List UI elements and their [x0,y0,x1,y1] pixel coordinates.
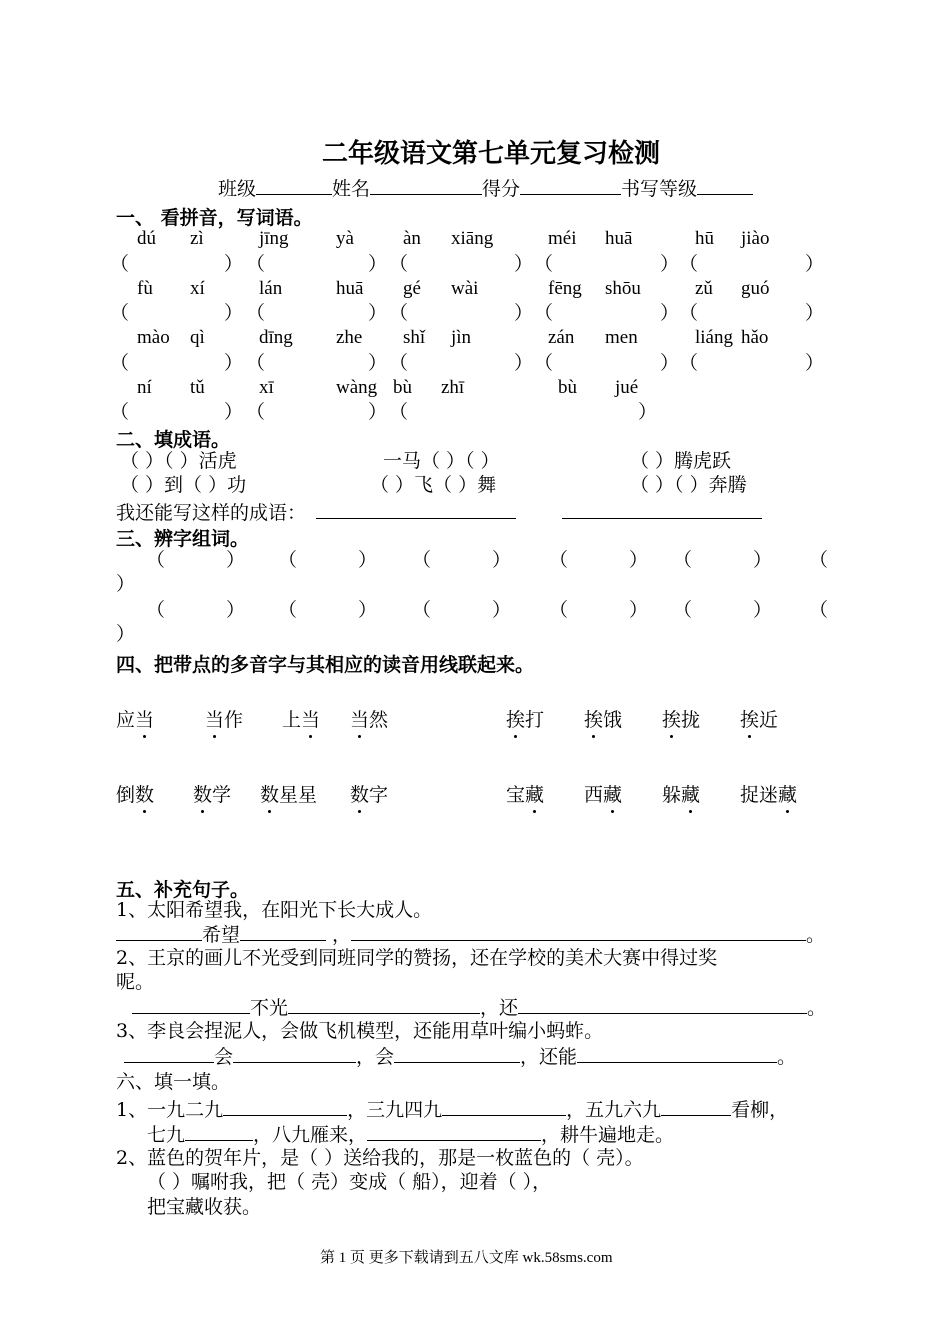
word-part: 宝 [506,784,526,806]
pinyin-syllable: wài [451,278,479,299]
pinyin-syllable: zì [190,228,204,249]
bracket-close[interactable]: ） [514,352,534,374]
dotted-char: 数 [350,784,370,806]
bracket-close[interactable]: ） [660,253,680,275]
sentence-prompt: 2、王京的画儿不光受到同班同学的赞扬，还在学校的美术大赛中得过奖 [116,947,718,969]
pinyin-syllable: bù [558,377,577,398]
pinyin-syllable: yà [336,228,354,249]
word-part: 捉迷 [740,784,779,806]
idiom-item[interactable]: （ ）到（ ）功 [120,474,247,496]
bracket-open[interactable]: （ [549,599,569,621]
bracket-close[interactable]: ） [116,573,136,595]
word-part: 学 [212,784,232,806]
section-3-heading: 三、辨字组词。 [116,528,250,550]
bracket-open[interactable]: （ [673,549,693,571]
polyphone-word[interactable] [282,708,320,732]
bracket-close[interactable]: ） [753,599,773,621]
dotted-char: 挨 [740,709,760,731]
page-title: 二年级语文第七单元复习检测 [322,139,661,169]
fill-sentence: 2、蓝色的贺年片，是（ ）送给我的，那是一枚蓝色的（ 壳）。 [116,1147,644,1169]
dotted-char: 当 [135,709,155,731]
proverb-text: 看柳， [731,1099,789,1121]
extra-idioms-prompt [116,500,762,525]
answer-blank[interactable] [518,995,807,1014]
polyphone-word[interactable] [662,783,700,807]
bracket-open[interactable]: （ [679,302,699,324]
pinyin-syllable: men [605,327,638,348]
proverb-blank[interactable] [661,1097,731,1116]
pinyin-syllable: lán [259,278,283,299]
word-part: 拢 [681,709,701,731]
bracket-open[interactable]: （ [278,549,298,571]
writing-grade-blank[interactable] [697,176,753,195]
answer-blank[interactable] [351,922,806,941]
bracket-close[interactable]: ） [226,549,246,571]
bracket-close[interactable]: ） [753,549,773,571]
bracket-close[interactable]: ） [492,599,512,621]
polyphone-word[interactable] [506,708,544,732]
bracket-open[interactable]: （ [389,352,409,374]
pinyin-syllable: guó [741,278,770,299]
bracket-open[interactable]: （ [110,253,130,275]
fill-sentence: （ ）嘱咐我，把（ 壳）变成（ 船），迎着（ ）， [147,1171,552,1193]
proverb-blank[interactable] [185,1122,253,1141]
pinyin-syllable: dīng [259,327,293,348]
bracket-open[interactable]: （ [534,302,554,324]
bracket-close[interactable]: ） [358,599,378,621]
idiom-item[interactable]: （ ）（ ）活虎 [120,450,237,472]
pinyin-syllable: xī [259,377,274,398]
pinyin-syllable: qì [190,327,205,348]
bracket-open[interactable]: （ [412,549,432,571]
dotted-char: 当 [301,709,321,731]
dotted-char: 数 [135,784,155,806]
dotted-char: 数 [193,784,213,806]
score-label: 得分 [482,178,521,200]
pinyin-syllable: zhī [441,377,465,398]
pinyin-syllable: jìn [451,327,472,348]
polyphone-word[interactable] [116,708,154,732]
section-2-heading: 二、填成语。 [116,429,231,451]
section-4-heading: 四、把带点的多音字与其相应的读音用线联起来。 [116,654,535,676]
bracket-close[interactable]: ） [358,549,378,571]
pinyin-syllable: jué [615,377,639,398]
word-part: 近 [759,709,779,731]
page-footer: 第 1 页 更多下载请到五八文库 wk.58sms.com [320,1250,613,1266]
bracket-open[interactable]: （ [534,352,554,374]
pinyin-syllable: àn [403,228,421,249]
dotted-char: 当 [205,709,225,731]
answer-word: 会 [214,1046,234,1068]
proverb-text: ，八九雁来， [253,1124,368,1146]
word-part: 上 [282,709,302,731]
pinyin-syllable: zán [548,327,575,348]
pinyin-syllable: huā [605,228,633,249]
answer-punct: 。 [777,1046,797,1068]
proverb-text: ，耕牛遍地走。 [541,1124,675,1146]
polyphone-word[interactable] [350,708,388,732]
bracket-close[interactable]: ） [514,302,534,324]
bracket-close[interactable]: ） [629,549,649,571]
pinyin-syllable: gé [403,278,421,299]
extra-idiom-blank[interactable] [316,500,516,519]
polyphone-word[interactable] [740,708,778,732]
pinyin-syllable: huā [336,278,364,299]
answer-punct: 。 [807,997,827,1019]
bracket-close[interactable]: ） [805,302,825,324]
bracket-open[interactable]: （ [246,352,266,374]
bracket-open[interactable]: （ [146,599,166,621]
pinyin-syllable: ní [137,377,152,398]
bracket-open[interactable]: （ [412,599,432,621]
extra-idiom-blank[interactable] [562,500,762,519]
bracket-open[interactable]: （ [679,352,699,374]
bracket-close[interactable]: ） [805,253,825,275]
bracket-close[interactable]: ） [638,401,658,423]
polyphone-word[interactable] [584,783,622,807]
section-5-heading: 五、补充句子。 [116,879,250,901]
header-fields [218,176,753,201]
bracket-open[interactable]: （ [246,302,266,324]
sentence-answer-line [116,922,825,947]
pinyin-syllable: dú [137,228,156,249]
answer-word: ，还 [480,997,519,1019]
bracket-open[interactable]: （ [389,302,409,324]
dotted-char: 挨 [584,709,604,731]
answer-punct: 。 [806,924,826,946]
dotted-char: 挨 [506,709,526,731]
idiom-item[interactable]: （ ）腾虎跃 [630,450,732,472]
bracket-close[interactable]: ） [368,352,388,374]
word-part: 作 [224,709,244,731]
proverb-blank[interactable] [442,1097,566,1116]
answer-word: ， [332,924,352,946]
bracket-open[interactable]: （ [110,401,130,423]
bracket-close[interactable]: ） [629,599,649,621]
polyphone-word[interactable] [205,708,243,732]
polyphone-word[interactable] [193,783,231,807]
word-part: 躲 [662,784,682,806]
bracket-close[interactable]: ） [492,549,512,571]
polyphone-word[interactable] [740,783,797,807]
bracket-close[interactable]: ） [116,623,136,645]
sentence-prompt-cont: 呢。 [116,971,155,993]
answer-blank[interactable] [288,995,480,1014]
extra-idioms-label: 我还能写这样的成语： [116,502,307,524]
answer-word: 不光 [250,997,289,1019]
pinyin-syllable: xiāng [451,228,494,249]
pinyin-syllable: shōu [605,278,641,299]
answer-word: ，会 [356,1046,395,1068]
word-part: 然 [369,709,389,731]
bracket-open[interactable]: （ [389,401,409,423]
bracket-open[interactable]: （ [809,599,829,621]
pinyin-syllable: hǎo [741,327,769,348]
word-part: 打 [525,709,545,731]
word-part: 饿 [603,709,623,731]
bracket-open[interactable]: （ [246,253,266,275]
dotted-char: 藏 [778,784,798,806]
polyphone-word[interactable] [506,783,544,807]
score-blank[interactable] [520,176,621,195]
idiom-item[interactable]: （ ）（ ）奔腾 [630,474,747,496]
dotted-char: 藏 [525,784,545,806]
section-1-heading: 一、 看拼音，写词语。 [116,207,313,229]
word-part: 西 [584,784,604,806]
answer-blank[interactable] [240,922,326,941]
proverb-text: 1、一九二九 [116,1099,224,1121]
dotted-char: 挨 [662,709,682,731]
pinyin-syllable: hū [695,228,714,249]
bracket-close[interactable]: ） [368,302,388,324]
polyphone-word[interactable] [584,708,622,732]
answer-blank[interactable] [116,922,202,941]
proverb-blank[interactable] [367,1122,541,1141]
bracket-open[interactable]: （ [110,352,130,374]
bracket-open[interactable]: （ [679,253,699,275]
bracket-open[interactable]: （ [389,253,409,275]
bracket-open[interactable]: （ [146,549,166,571]
name-label: 姓名 [332,178,371,200]
pinyin-syllable: zhe [336,327,363,348]
pinyin-syllable: mào [137,327,170,348]
pinyin-syllable: méi [548,228,577,249]
word-part: 应 [116,709,136,731]
pinyin-syllable: bù [393,377,412,398]
dotted-char: 藏 [681,784,701,806]
bracket-open[interactable]: （ [534,253,554,275]
proverb-line [147,1122,674,1147]
proverb-text: ，五九六九 [566,1099,662,1121]
sentence-prompt: 3、李良会捏泥人，会做飞机模型，还能用草叶编小蚂蚱。 [116,1020,604,1042]
section-6-heading: 六、填一填。 [116,1071,231,1093]
word-part: 字 [369,784,389,806]
class-blank[interactable] [256,176,332,195]
answer-blank[interactable] [124,1044,214,1063]
dotted-char: 数 [260,784,280,806]
name-blank[interactable] [370,176,482,195]
polyphone-word[interactable] [350,783,388,807]
bracket-open[interactable]: （ [549,549,569,571]
bracket-close[interactable]: ） [660,302,680,324]
pinyin-syllable: shǐ [403,327,426,348]
bracket-close[interactable]: ） [805,352,825,374]
idiom-item[interactable]: （ ）飞（ ）舞 [370,474,497,496]
sentence-answer-line [132,995,826,1020]
sentence-answer-line [124,1044,796,1069]
bracket-close[interactable]: ） [226,599,246,621]
bracket-close[interactable]: ） [368,401,388,423]
answer-word: 希望 [202,924,241,946]
pinyin-syllable: jiào [741,228,770,249]
bracket-close[interactable]: ） [224,401,244,423]
proverb-line [116,1097,788,1122]
proverb-text: ，三九四九 [347,1099,443,1121]
polyphone-word[interactable] [116,783,154,807]
bracket-open[interactable]: （ [673,599,693,621]
bracket-close[interactable]: ） [514,253,534,275]
bracket-close[interactable]: ） [224,302,244,324]
word-part: 倒 [116,784,136,806]
dotted-char: 当 [350,709,370,731]
bracket-open[interactable]: （ [809,549,829,571]
bracket-open[interactable]: （ [110,302,130,324]
word-part: 星星 [279,784,318,806]
class-label: 班级 [218,178,257,200]
fill-sentence: 把宝藏收获。 [147,1196,262,1218]
bracket-close[interactable]: ） [660,352,680,374]
sentence-prompt: 1、太阳希望我，在阳光下长大成人。 [116,899,433,921]
pinyin-syllable: fù [137,278,153,299]
answer-blank[interactable] [394,1044,520,1063]
bracket-open[interactable]: （ [246,401,266,423]
polyphone-word[interactable] [662,708,700,732]
pinyin-syllable: wàng [336,377,378,398]
idiom-item[interactable]: 一马（ ）（ ） [383,450,500,472]
proverb-text: 七九 [147,1124,186,1146]
bracket-open[interactable]: （ [278,599,298,621]
dotted-char: 藏 [603,784,623,806]
pinyin-syllable: tǔ [190,377,205,398]
answer-blank[interactable] [132,995,250,1014]
answer-blank[interactable] [233,1044,356,1063]
pinyin-syllable: fēng [548,278,582,299]
answer-word: ，还能 [520,1046,578,1068]
bracket-close[interactable]: ） [224,253,244,275]
polyphone-word[interactable] [260,783,317,807]
answer-blank[interactable] [577,1044,777,1063]
bracket-close[interactable]: ） [224,352,244,374]
pinyin-syllable: zǔ [695,278,713,299]
pinyin-syllable: xí [190,278,205,299]
bracket-close[interactable]: ） [368,253,388,275]
pinyin-syllable: jīng [259,228,289,249]
writing-grade-label: 书写等级 [621,178,698,200]
proverb-blank[interactable] [223,1097,347,1116]
pinyin-syllable: liáng [695,327,733,348]
